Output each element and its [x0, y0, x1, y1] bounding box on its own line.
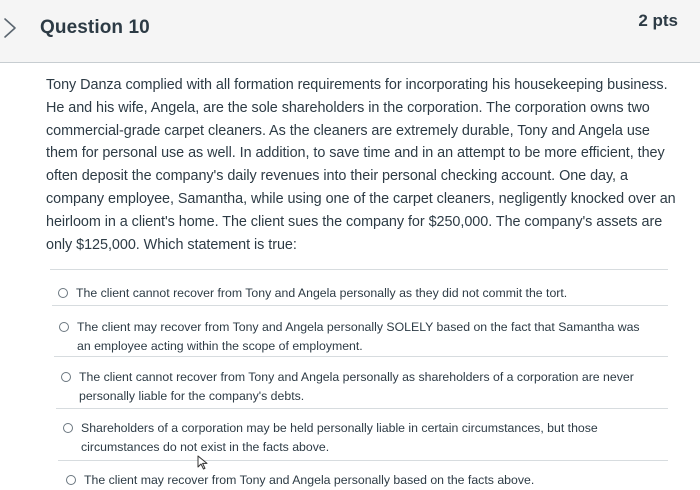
- radio-unselected-icon[interactable]: [58, 288, 68, 298]
- answer-option-5[interactable]: [66, 471, 626, 490]
- answer-option-4[interactable]: [63, 419, 668, 457]
- mouse-pointer-icon: [197, 455, 209, 470]
- answer-option-label: The client may recover from Tony and Angela personally SOLELY based on the fact that Samantha was an employee acting within the scope of employment.: [77, 320, 640, 353]
- answer-divider: [50, 269, 668, 270]
- answer-divider: [54, 356, 668, 357]
- question-title: Question 10: [40, 17, 150, 38]
- answer-divider: [52, 305, 668, 306]
- radio-unselected-icon[interactable]: [59, 322, 69, 332]
- answer-option-label: The client cannot recover from Tony and Angela personally as shareholders of a corporation are never personally liable for the company's debts.: [79, 370, 634, 403]
- answer-option-label: Shareholders of a corporation may be held personally liable in certain circumstances, but those circumstances do not exist in the facts above.: [81, 421, 598, 454]
- question-text: Tony Danza complied with all formation requirements for incorporating his housekeeping business. He and his wife, Angela, are the sole shareholders in the corporation. The corporation owns two commercial-grade carpet cleaners. As the cleaners are extremely durable, Tony and Angela use them for personal use as well. In addition, to save time and in an attempt to be more efficient, they often deposit the company's daily revenues into their personal checking account. One day, a company employee, Samantha, while using one of the carpet cleaners, negligently knocked over an heirloom in a client's home. The client sues the company for $250,000. The company's assets are only $125,000. Which statement is true:: [46, 77, 676, 253]
- answer-option-1[interactable]: [58, 284, 658, 303]
- answer-divider: [58, 460, 668, 461]
- radio-unselected-icon[interactable]: [66, 475, 76, 485]
- question-points: 2 pts: [638, 11, 678, 30]
- radio-unselected-icon[interactable]: [63, 423, 73, 433]
- radio-unselected-icon[interactable]: [61, 372, 71, 382]
- answer-option-3[interactable]: [61, 368, 641, 406]
- answer-option-label: The client cannot recover from Tony and Angela personally as they did not commit the tort.: [76, 286, 568, 300]
- answer-option-2[interactable]: [59, 318, 644, 356]
- answer-option-label: The client may recover from Tony and Angela personally based on the facts above.: [84, 473, 535, 487]
- answer-divider: [56, 408, 668, 409]
